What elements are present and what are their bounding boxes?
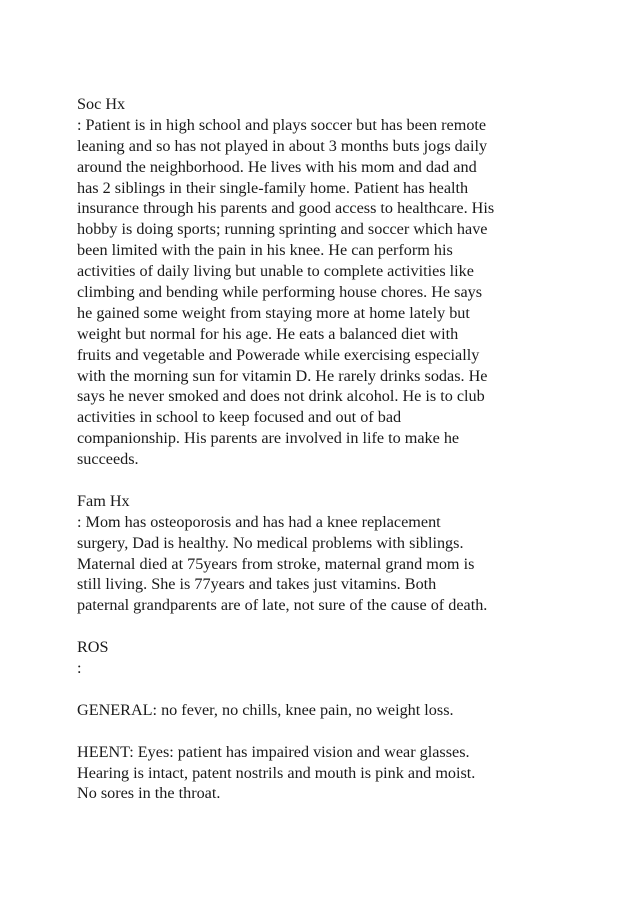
soc-hx-line: he gained some weight from staying more at home lately but	[77, 303, 470, 322]
fam-hx-line: paternal grandparents are of late, not sure of the cause of death.	[77, 596, 488, 615]
paragraph-gap	[77, 616, 617, 637]
fam-hx-line: still living. She is 77years and takes just vitamins. Both	[77, 575, 437, 594]
document-body	[77, 94, 617, 804]
soc-hx-line: fruits and vegetable and Powerade while exercising especially	[77, 345, 480, 364]
ros-general-line: GENERAL: no fever, no chills, knee pain, no weight loss.	[77, 700, 454, 719]
soc-hx-line: activities of daily living but unable to complete activities like	[77, 262, 474, 281]
soc-hx-line: weight but normal for his age. He eats a balanced diet with	[77, 324, 459, 343]
soc-hx-line: has 2 siblings in their single-family home. Patient has health	[77, 178, 469, 197]
soc-hx-line: leaning and so has not played in about 3 months buts jogs daily	[77, 136, 488, 155]
soc-hx-line: hobby is doing sports; running sprinting and soccer which have	[77, 220, 488, 239]
section-heading-fam-hx: Fam Hx	[77, 491, 130, 510]
soc-hx-line: climbing and bending while performing house chores. He says	[77, 283, 483, 302]
soc-hx-line: been limited with the pain in his knee. He can perform his	[77, 241, 453, 260]
fam-hx-line: surgery, Dad is healthy. No medical problems with siblings.	[77, 533, 464, 552]
soc-hx-line: : Patient is in high school and plays soccer but has been remote	[77, 115, 487, 134]
paragraph-gap	[77, 679, 617, 700]
soc-hx-line: insurance through his parents and good access to healthcare. His	[77, 199, 495, 218]
ros-heent-line: Hearing is intact, patent nostrils and mouth is pink and moist.	[77, 763, 476, 782]
ros-line: :	[77, 659, 82, 678]
paragraph-gap	[77, 721, 617, 742]
fam-hx-line: : Mom has osteoporosis and has had a knee replacement	[77, 512, 441, 531]
soc-hx-line: says he never smoked and does not drink alcohol. He is to club	[77, 387, 485, 406]
soc-hx-line: with the morning sun for vitamin D. He rarely drinks sodas. He	[77, 366, 488, 385]
fam-hx-line: Maternal died at 75years from stroke, maternal grand mom is	[77, 554, 475, 573]
soc-hx-line: activities in school to keep focused and out of bad	[77, 408, 402, 427]
ros-heent-line: No sores in the throat.	[77, 784, 221, 803]
section-heading-soc-hx: Soc Hx	[77, 95, 126, 113]
soc-hx-line: succeeds.	[77, 450, 139, 469]
soc-hx-line: around the neighborhood. He lives with his mom and dad and	[77, 157, 477, 176]
soc-hx-line: companionship. His parents are involved in life to make he	[77, 429, 460, 448]
ros-heent-line: HEENT: Eyes: patient has impaired vision and wear glasses.	[77, 742, 470, 761]
section-heading-ros: ROS	[77, 638, 109, 657]
paragraph-gap	[77, 470, 617, 491]
